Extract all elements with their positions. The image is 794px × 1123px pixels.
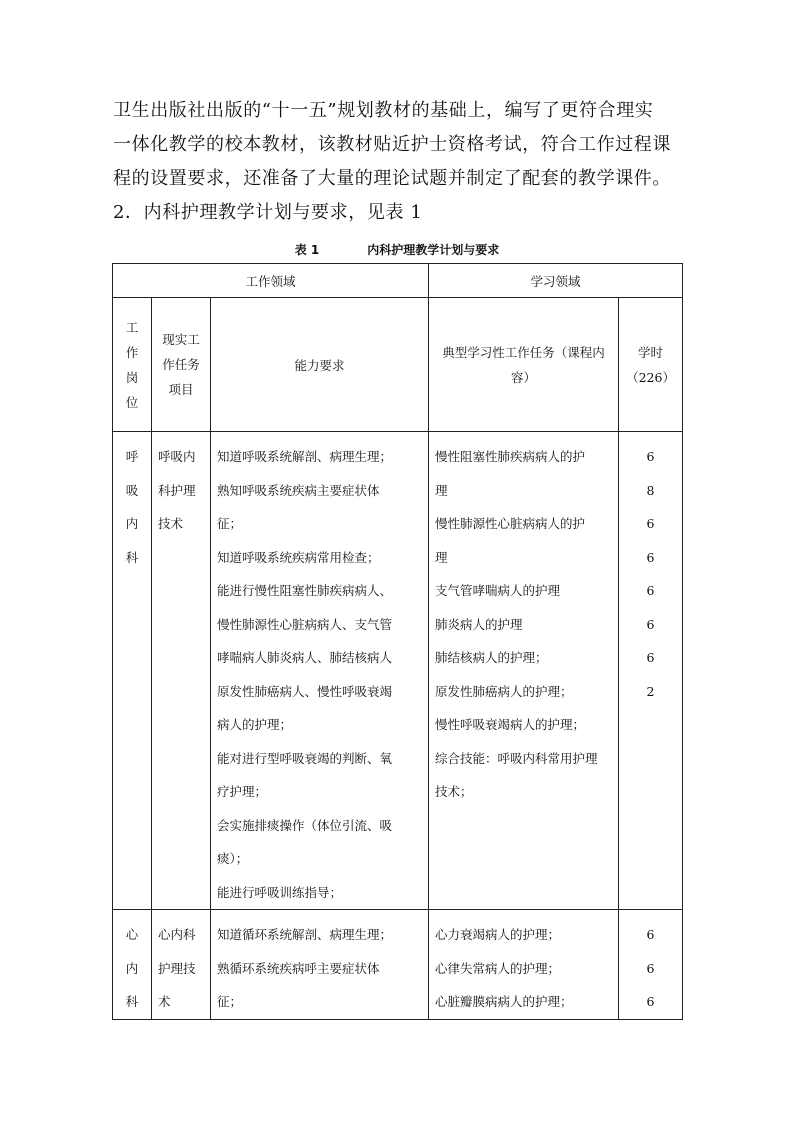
project-header: 现实工 作任务 项目 [152, 298, 211, 432]
post-cell: 心 内 科 [113, 910, 152, 1020]
post-cell: 呼 吸 内 科 [113, 432, 152, 910]
paragraph-line: 卫生出版社出版的“十一五”规划教材的基础上，编写了更符合理实 [113, 100, 654, 121]
intro-paragraph [113, 94, 685, 230]
study-domain-header: 学习领域 [429, 264, 683, 298]
group-header-row [113, 264, 683, 298]
tasks-cell: 慢性阻塞性肺疾病病人的护 理 慢性肺源性心脏病病人的护 理 支气管哮喘病人的护理 肺炎病人的护理 肺结核病人的护理； 原发性肺癌病人的护理； 慢性呼吸衰竭病人的护理； 综合技能：呼吸内科常用护理 技术； [429, 432, 619, 910]
project-cell: 呼吸内 科护理 技术 [152, 432, 211, 910]
hours-cell: 6 6 6 [619, 910, 683, 1020]
column-header-row [113, 298, 683, 432]
tasks-cell: 心力衰竭病人的护理； 心律失常病人的护理； 心脏瓣膜病病人的护理； [429, 910, 619, 1020]
table-row [113, 910, 683, 1020]
paragraph-line: 程的设置要求，还准备了大量的理论试题并制定了配套的教学课件。 [113, 168, 671, 189]
ability-header: 能力要求 [211, 298, 429, 432]
table-caption [0, 240, 794, 260]
paragraph-line: 2．内科护理教学计划与要求，见表 1 [113, 202, 423, 223]
table-caption-label: 表 1 [294, 243, 320, 257]
project-cell: 心内科 护理技 术 [152, 910, 211, 1020]
table-row [113, 432, 683, 910]
ability-cell: 知道循环系统解剖、病理生理； 熟循环系统疾病呼主要症状体 征； [211, 910, 429, 1020]
nursing-plan-table [112, 263, 683, 1020]
work-domain-header: 工作领域 [113, 264, 429, 298]
post-header: 工 作 岗 位 [113, 298, 152, 432]
paragraph-line: 一体化教学的校本教材，该教材贴近护士资格考试，符合工作过程课 [113, 134, 671, 155]
ability-cell: 知道呼吸系统解剖、病理生理； 熟知呼吸系统疾病主要症状体 征； 知道呼吸系统疾病常用检查； 能进行慢性阻塞性肺疾病病人、 慢性肺源性心脏病病人、支气管 哮喘病人肺炎病人、肺结核病人 原发性肺癌病人、慢性呼吸衰竭 病人的护理； 能对进行型呼吸衰竭的判断、氧 疗护理； 会实施排痰操作（体位引流、吸 痰）； 能进行呼吸训练指导； [211, 432, 429, 910]
tasks-header: 典型学习性工作任务（课程内 容） [429, 298, 619, 432]
table-caption-title: 内科护理教学计划与要求 [367, 243, 500, 257]
hours-header: 学时 （226） [619, 298, 683, 432]
hours-cell: 6 8 6 6 6 6 6 2 [619, 432, 683, 910]
